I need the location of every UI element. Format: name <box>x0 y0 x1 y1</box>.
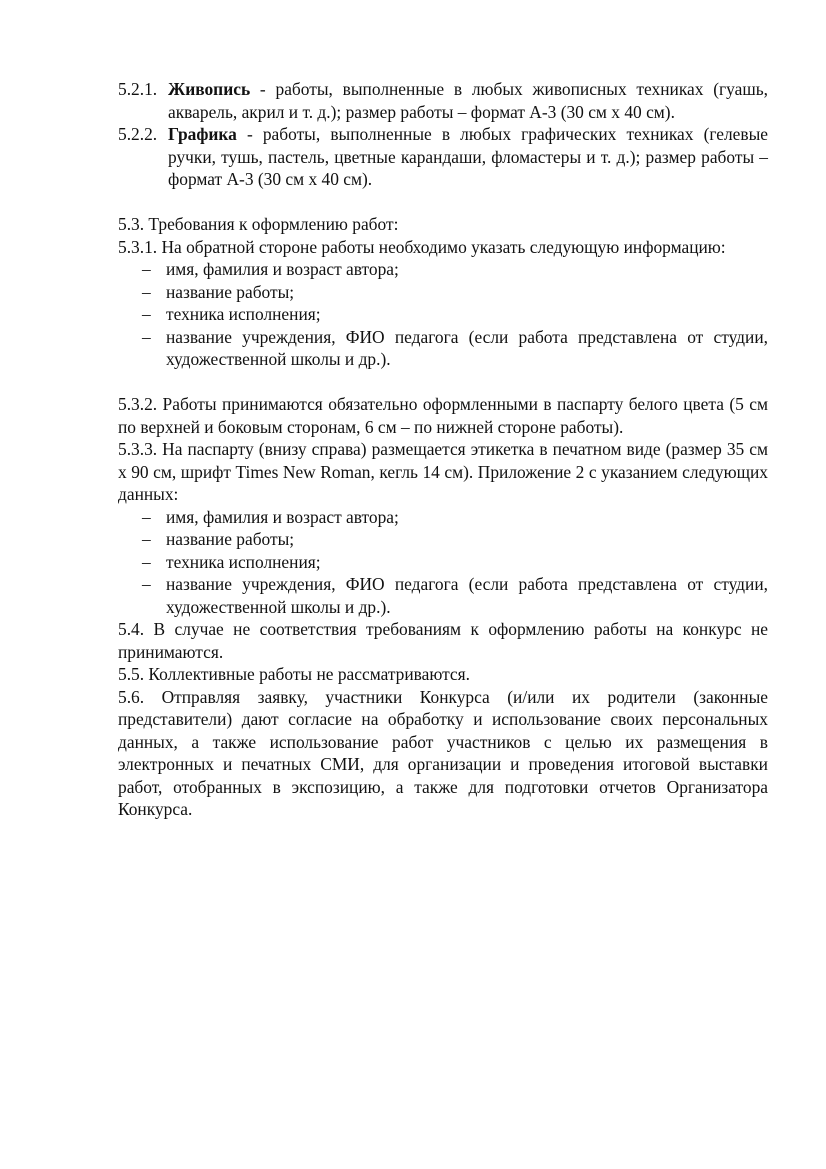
clause-number: 5.2.2. <box>118 124 158 144</box>
clause-5-3-3: 5.3.3. На паспарту (внизу справа) размещается этикетка в печатном виде (размер 35 см х 90 см, шрифт Times New Roman, кегль 14 см). Приложение 2 с указанием следующих данных: <box>118 439 768 504</box>
clause-5-4: 5.4. В случае не соответствия требованиям к оформлению работы на конкурс не принимаются. <box>118 619 768 662</box>
dash-bullet: – <box>142 304 151 324</box>
clause-text: - работы, выполненные в любых графических техниках (гелевые ручки, тушь, пастель, цветные карандаши, фломастеры и т. д.); размер работы – формат А-3 (30 см х 40 см). <box>168 124 768 189</box>
clause-text: - работы, выполненные в любых живописных техниках (гуашь, акварель, акрил и т. д.); размер работы – формат А-3 (30 см х 40 см). <box>168 79 768 122</box>
clause-5-6: 5.6. Отправляя заявку, участники Конкурса (и/или их родители (законные представители) дают согласие на обработку и использование своих персональных данных, а также использование работ участников с целью их размещения в электронных и печатных СМИ, для организации и проведения итоговой выставки работ, отобранных в экспозицию, а также для подготовки отчетов Организатора Конкурса. <box>118 686 768 819</box>
list-item: – название работы; <box>142 529 295 549</box>
clause-title-painting: Живопись <box>168 79 251 99</box>
clause-5-5: 5.5. Коллективные работы не рассматриваются. <box>118 664 470 684</box>
dash-bullet: – <box>142 281 151 302</box>
clause-5-2-2 <box>118 123 768 191</box>
paragraph-gap <box>118 371 768 394</box>
clause-number: 5.2.1. <box>118 79 158 99</box>
dash-bullet: – <box>142 529 151 549</box>
info-list-1 <box>118 258 768 371</box>
list-item: – техника исполнения; <box>142 304 321 324</box>
dash-bullet: – <box>142 326 151 347</box>
dash-bullet: – <box>142 506 151 527</box>
info-list-2 <box>118 506 768 619</box>
clause-title-graphics: Графика <box>168 124 237 144</box>
clause-5-3-2: 5.3.2. Работы принимаются обязательно оформленными в паспарту белого цвета (5 см по верхней и боковым сторонам, 6 см – по нижней стороне работы). <box>118 394 768 437</box>
list-item: – имя, фамилия и возраст автора; <box>142 506 399 527</box>
dash-bullet: – <box>142 259 151 279</box>
list-item: – название учреждения, ФИО педагога (если работа представлена от студии, художественной школы и др.). <box>142 326 768 369</box>
clause-5-3: 5.3. Требования к оформлению работ: <box>118 214 399 234</box>
list-item: – имя, фамилия и возраст автора; <box>142 259 399 279</box>
paragraph-gap <box>118 191 768 214</box>
dash-bullet: – <box>142 551 151 572</box>
list-item: – название работы; <box>142 281 295 302</box>
dash-bullet: – <box>142 574 151 594</box>
clause-5-3-1: 5.3.1. На обратной стороне работы необходимо указать следующую информацию: <box>118 236 726 257</box>
clause-5-2-1 <box>118 78 768 123</box>
list-item: – название учреждения, ФИО педагога (если работа представлена от студии, художественной школы и др.). <box>142 574 768 617</box>
document-page <box>118 78 768 821</box>
list-item: – техника исполнения; <box>142 551 321 572</box>
